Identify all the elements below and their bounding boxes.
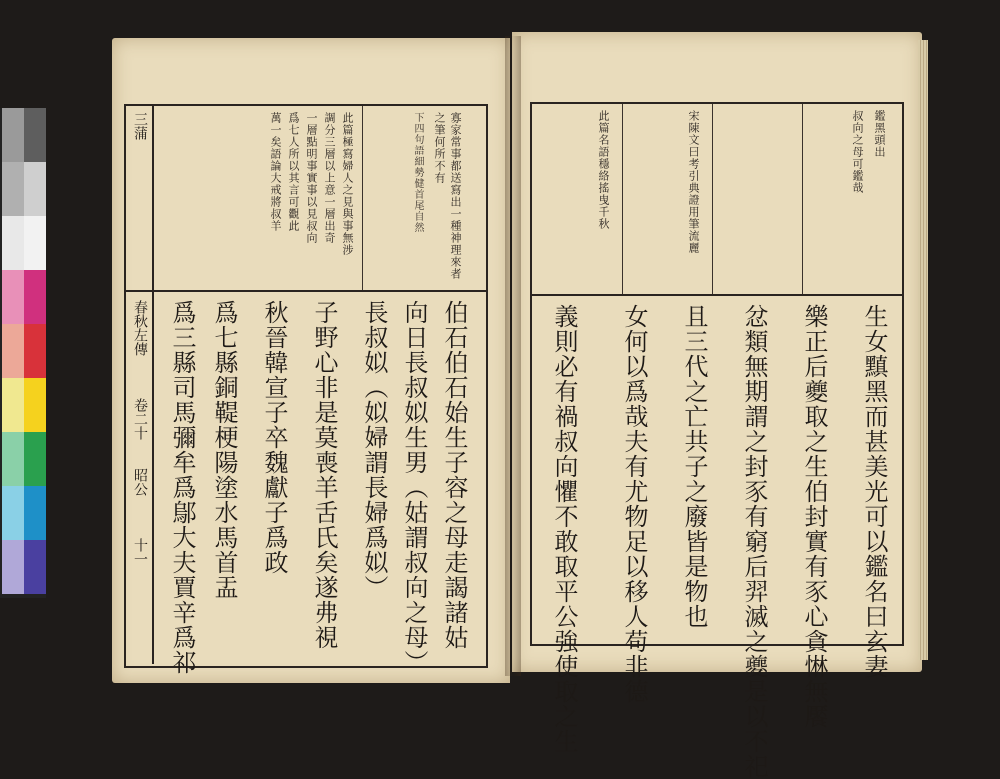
page-edges: [918, 40, 928, 660]
left-page: [112, 38, 510, 683]
left-text-col-1: 伯石伯石始生子容之母走謁諸姑: [440, 300, 468, 650]
right-text-col-4: 且三代之亡共子之廢皆是物也: [680, 304, 708, 629]
left-text-col-6: 爲七縣銅鞮梗陽塗水馬首盂: [210, 300, 238, 600]
left-text-col-4: 子野心非是莫喪羊舌氏矣遂弗視: [310, 300, 338, 650]
chip-salmon: [2, 324, 24, 378]
chip-green: [24, 432, 46, 486]
chip-yellow: [24, 378, 46, 432]
left-commentary-col-4: 此篇極寫婦人之見與事無涉: [341, 112, 354, 256]
left-text-col-7: 爲三縣司馬彌牟爲鄔大夫賈辛爲祁: [168, 300, 196, 675]
left-commentary-col-1: 寡家常事都送寫出一種神理來者: [449, 112, 462, 280]
left-commentary-col-6: 一層點明事實事以見叔向: [305, 112, 318, 244]
chip-pink: [2, 270, 24, 324]
chip-white-2: [2, 216, 24, 270]
right-commentary-col-1: 此篇名語穩絡搖曳千秋: [597, 110, 610, 230]
right-commentary-rule-1: [622, 104, 623, 294]
left-commentary-col-8: 萬一矣語論大戒將叔羊: [269, 112, 282, 232]
left-text-col-3: 長叔姒（姒婦謂長婦爲姒）: [360, 300, 388, 600]
right-page-divider: [530, 294, 902, 296]
left-commentary-col-2: 之筆何所不有: [433, 112, 446, 184]
chip-gray-2: [24, 108, 46, 162]
right-text-col-2: 樂正后夔取之生伯封實有豕心貪惏無饜: [800, 304, 828, 729]
right-text-col-5: 女何以爲哉夫有尤物足以移人苟非德: [620, 304, 648, 704]
right-page: [512, 32, 922, 779]
chip-gray-3: [2, 162, 24, 216]
right-commentary-col-2: 宋陳文曰考引典證用筆流麗: [687, 110, 700, 254]
open-book: [112, 30, 922, 779]
left-text-col-2: 向日長叔姒生男（姑謂叔向之母）: [400, 300, 428, 675]
left-text-col-5: 秋晉韓宣子卒魏獻子爲政: [260, 300, 288, 575]
color-calibration-strip: [0, 108, 46, 598]
chip-white-3: [24, 216, 46, 270]
chip-cyan: [24, 486, 46, 540]
right-commentary-rule-2: [712, 104, 713, 294]
left-margin-title: 春秋左傳: [132, 300, 148, 356]
left-margin-top-label: 三蒲: [132, 112, 148, 140]
chip-lavender: [2, 540, 24, 594]
left-margin-volume: 卷二十: [132, 398, 148, 440]
chip-violet: [24, 540, 46, 594]
left-commentary-col-5: 調分三層以上意一層出奇: [323, 112, 336, 244]
left-commentary-rule: [362, 106, 363, 290]
right-page-border: [530, 102, 904, 779]
left-margin-rule: [152, 106, 154, 664]
chip-gray-1: [2, 108, 24, 162]
left-margin-section: 昭公: [132, 468, 148, 496]
chip-magenta: [24, 270, 46, 324]
right-text-col-1: 生女黰黑而甚美光可以鑑名曰玄妻: [860, 304, 888, 679]
left-margin-folio: 十一: [132, 538, 148, 566]
chip-light-yellow: [2, 378, 24, 432]
left-commentary-col-3: 下四句語細勢健首尾自然: [412, 112, 423, 233]
chip-light-green: [2, 432, 24, 486]
right-text-col-6: 義則必有禍叔向懼不敢取平公強使取之生: [550, 304, 578, 754]
left-commentary-col-7: 爲七人所以其言可觀此: [287, 112, 300, 232]
book-gutter: [505, 36, 521, 676]
chip-white: [24, 162, 46, 216]
right-commentary-rule-3: [802, 104, 803, 294]
right-commentary-col-3: 叔向之母可鑑哉: [851, 110, 864, 194]
chip-light-cyan: [2, 486, 24, 540]
right-text-col-3: 忿類無期謂之封豕有窮后羿滅之夔是以不祀: [740, 304, 768, 779]
left-page-divider: [124, 290, 486, 292]
right-commentary-col-4: 鑑黑頭出: [873, 110, 886, 158]
chip-red: [24, 324, 46, 378]
